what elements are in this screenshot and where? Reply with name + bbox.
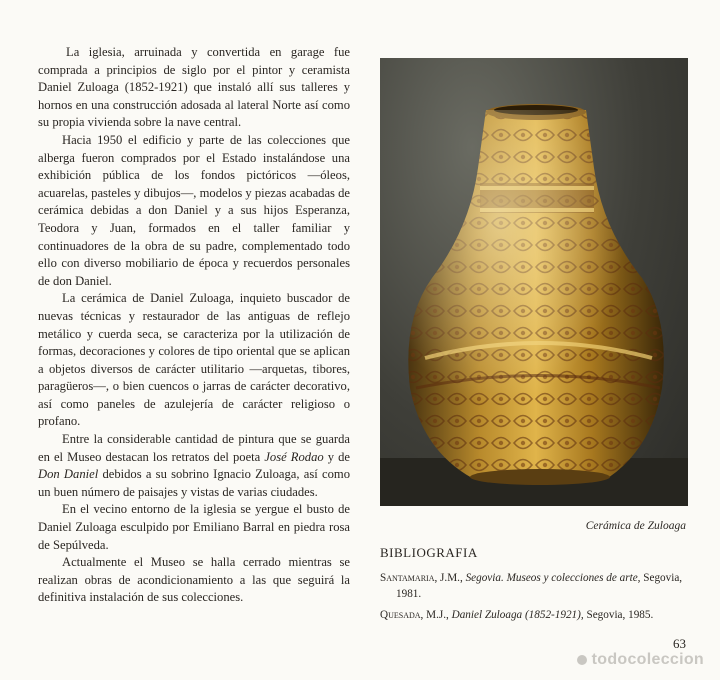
paragraph-6: Actualmente el Museo se halla cerrado mientras se realizan obras de acondicionamiento a las que seguirá la definitiva instalación de sus colecciones. <box>38 555 350 605</box>
paragraph-3: La cerámica de Daniel Zuloaga, inquieto buscador de nuevas técnicas y restaurador de las antiguas de reflejo metálico y cuerda seca, se caracteriza por la utilización de formas, decoraciones y colores de tipo oriental que se aplican a objetos diversos de carácter utilitario —arquetas, tibores, paragüeros—, o bien cuencos o jarras de carácter decorativo, así como paneles de azulejería de carácter religioso o profano. <box>38 291 350 429</box>
paragraph-5: En el vecino entorno de la iglesia se yergue el busto de Daniel Zuloaga esculpido por Emiliano Barral en piedra rosa de Sepúlveda. <box>38 502 350 552</box>
page-number: 63 <box>673 636 686 651</box>
bibliography-work: Daniel Zuloaga (1852-1921), <box>451 609 584 621</box>
bibliography-list <box>380 570 690 628</box>
paragraph-4-text-a: Entre la considerable cantidad de pintura que se guarda en el Museo destacan los retratos del poeta <box>38 432 350 464</box>
bibliography-details: Segovia, 1981. <box>396 572 683 600</box>
paragraph-4-italic-2: Don Daniel <box>38 467 99 482</box>
bibliography-details: Segovia, 1985. <box>583 609 654 621</box>
watermark-logo-icon <box>577 655 587 665</box>
bibliography-entry <box>380 570 690 602</box>
site-watermark <box>577 651 704 669</box>
paragraph-1: La iglesia, arruinada y convertida en garage fue comprada a principios de siglo por el pintor y ceramista Daniel Zuloaga (1852-1921) que instaló allí sus talleres y hornos en una construcción adosada al lateral Norte así como su propia vivienda sobre la nave central. <box>38 45 350 130</box>
paragraph-2: Hacia 1950 el edificio y parte de las colecciones que alberga fueron comprados por el Estado instalándose una exhibición pública de los fondos pictóricos —óleos, acuarelas, pasteles y dibujos—, modelos y piezas acabadas de cerámica debidas a don Daniel y a sus hijos Esperanza, Teodora y Juan, formados en el taller familiar y continuadores de la obra de su padre, complementado todo ello con diverso mobiliario de época y recuerdos personales de don Daniel. <box>38 132 350 288</box>
bibliography-work: Segovia. Museos y colecciones de arte, <box>465 572 641 584</box>
vase-illustration <box>380 58 688 506</box>
ceramic-vase-photo <box>380 58 688 506</box>
bibliography-title: BIBLIOGRAFIA <box>380 545 478 560</box>
bibliography-author: Quesada, M.J., <box>380 609 449 621</box>
photo-caption: Cerámica de Zuloaga <box>585 520 686 532</box>
paragraph-4-italic-1: José Rodao <box>264 449 324 464</box>
paragraph-4-text-b: y de <box>323 449 351 464</box>
bibliography-author: Santamaria, J.M., <box>380 572 463 584</box>
body-text-column <box>38 44 350 607</box>
paragraph-4-text-c: debidos a su sobrino Ignacio Zuloaga, así como un buen número de paisajes y vistas de varias ciudades. <box>38 467 350 499</box>
bibliography-entry <box>380 607 690 623</box>
watermark-text: todocoleccion <box>591 651 704 668</box>
paragraph-4 <box>38 431 350 501</box>
